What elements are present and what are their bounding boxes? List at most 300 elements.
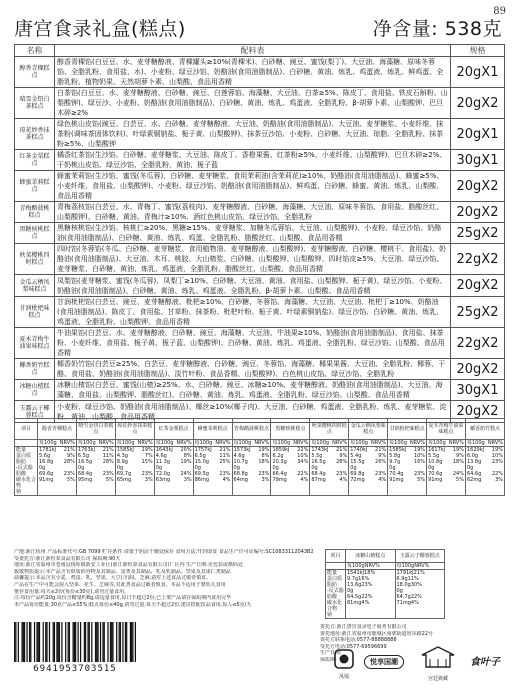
nutrition-values [38, 447, 77, 496]
nutrient-nrv: 21% [63, 447, 75, 453]
nutrient-nrv: 28% [102, 459, 114, 465]
nutrition-product-name: 金瓜云栖凤梨味糕点 [349, 419, 388, 440]
barcode-bar [102, 622, 103, 662]
ingredient-list: 黑糖核桃馅(生沙馅、核桃仁≥20%、黑糖≥15%、麦芽糖浆、加糖冬瓜蓉馅、大豆油、山梨酸钾)、小麦粉、绿豆沙馅、奶酪油(食用油脂制品)、白砂糖、黄油、炼乳、鸡蛋、全脂乳粉、脂酸丝红、山梨酸、食品用香精 [55, 223, 451, 244]
barcode-bar [85, 622, 86, 662]
manufacturer-line: 委托方联系电话:0577-88888888 [320, 637, 397, 643]
nutrient-amount: 10.8g [428, 459, 443, 465]
barcode-bars [14, 622, 136, 662]
barcode-bar [39, 622, 40, 662]
barcode-bar [131, 622, 132, 662]
manufacturer-line: 委托方:浙江唐宫食录电子商务有限公司 [320, 624, 407, 630]
ingredient-row [15, 171, 505, 202]
nutrition-col-header [115, 440, 154, 447]
nutrient-amount: 9.7g [347, 576, 359, 582]
barcode-bar [26, 622, 27, 662]
nutrition-product-name: 醇香青稞糕点 [38, 419, 77, 440]
ingredient-list: 牛油果馅(白芸豆、水、麦芽糖醇液、白砂糖、豌豆、海藻糖、大豆油、牛油果≥10%、奶酪油(食用油脂制品)、食用盐、抹茶粉、小麦纤维、食用盐、栀子黄、栀子蓝、山梨酸钾)、白砂糖、黄油、炼乳、鸡蛋液、全脂乳粉、绿豆沙馅、山梨酸、食品用香精 [55, 328, 451, 359]
nutrient-nrv: 9% [66, 453, 75, 459]
nutrient-label: 能量 [327, 570, 338, 576]
product-name: 青梅酪菠桃糕点 [15, 202, 55, 223]
shiyezi-logo-text: 食叶子 [470, 657, 500, 668]
per100g-header: 每100g [466, 440, 485, 446]
nutrition-values [346, 570, 396, 619]
barcode-bar [34, 622, 35, 662]
nutrient-nrv: 23% [336, 471, 348, 477]
nutrient-nrv: 15% [141, 459, 153, 465]
nutrient-label: -反式脂肪酸 [16, 465, 33, 477]
nrv-header: NRV% [254, 440, 270, 446]
nutrient-amount: 0g [311, 465, 318, 471]
ingredient-list: 椰香奶竹馅(白芸豆≥25%、白芸豆、麦芽糖醇液、白砂糖、豌豆、冬蓉馅、海藻糖、椰果果酱、大豆油、全脂乳粉、椰蓉、干酪、食用盐、奶酪油(食用油脂制品)、淡竹叶粉、食品香精、山梨酸钾)、白色桃山皮馅、绿豆沙馅、全脂乳粉 [55, 359, 451, 380]
per100g-header: 每100g [396, 563, 415, 569]
per100g-header: 每100g [233, 440, 252, 446]
ingredient-row [15, 202, 505, 223]
nutrient-amount: 66.4g [272, 471, 287, 477]
product-spec: 22gX2 [451, 328, 505, 359]
manufacturer-line: 保质期: [320, 656, 337, 663]
nutrient-nrv: 7% [144, 453, 153, 459]
product-spec: 20gX2 [451, 202, 505, 223]
barcode-bar [58, 622, 59, 662]
ingredient-list: 小麦粉、绿豆沙馅、奶酪油(食用油脂制品)、椰丝≥10%(椰子肉)、大豆油、白砂糖、鸡蛋液、全脂乳粉、炼乳、麦芽糖浆、淀粉、黄油、山梨酸、食品用香精 [55, 401, 451, 423]
nutrition-header-row [15, 419, 505, 440]
nrv-header: NRV% [364, 563, 380, 569]
manufacturer-line: 委托地址:浙江省温州市鹿城区南郊街道府东路22号 [320, 630, 434, 637]
nutrition-values [465, 447, 504, 496]
nutrient-nrv: 19% [141, 447, 153, 453]
barcode-bar [75, 622, 76, 662]
nutrient-amount: 1585kJ [116, 447, 134, 453]
info-line: 推荐食用量:每天≤2份(每份≤30克),请勿过量食用。 [14, 588, 130, 595]
ingredient-list: 甘润枇杷馅(白芸豆、豌豆、麦芽糖醇液、枇杷≥10%、白砂糖、冬蓉馅、海藻糖、大豆油、大豆油、枇杷丁≥10%、奶酪油(食用油脂制品)、陈皮丁、食用盐、甘草粉、抹茶粉、枇杷叶粉、栀子黄、叶绿素铜钠盐)、绿豆沙馅、白砂糖、黄油、炼乳、鸡蛋液、全脂乳粉、山梨酸钾、食品用香精 [55, 297, 451, 328]
ingredient-row [15, 244, 505, 275]
nutrition-col-header [38, 440, 77, 447]
barcode-bar [97, 622, 98, 662]
nutrition-col-header [349, 440, 388, 447]
nutrition-col-header [232, 440, 271, 447]
nutrient-nrv: 22% [491, 471, 503, 477]
product-spec: 20gX2 [451, 359, 505, 380]
nutrient-amount: 70.6g [428, 471, 443, 477]
nutrient-nrv: 5% [417, 477, 426, 483]
per100g-header: 每100g [194, 440, 213, 446]
per100g-header: 每100g [389, 440, 407, 446]
nrv-header: NRV% [371, 440, 387, 446]
per100g-header: 每100g [116, 440, 135, 446]
barcode-bar [89, 622, 90, 662]
nutrient-amount: 62mg [466, 477, 482, 483]
nutrient-amount: 5.5g [428, 453, 440, 459]
nutrition-col-header [193, 440, 232, 447]
nutrient-nrv: 23% [258, 471, 270, 477]
ingredient-list: 绿色桃山皮馅(豌豆、白芸豆、水、白砂糖、麦芽糖醇液、大豆油、奶酪油(食用油脂制品)、大豆油、麦芽糖浆、小麦纤维、抹茶粉(调味茶固体饮料)、叶绿素铜钠盐、栀子黄、山梨酸钾)、抹茶豆沙馅、小麦粉、白砂糖、大豆油、琼脂、全脂乳粉、抹茶粉≥5%、山梨酸钾 [55, 119, 451, 150]
barcode-bar [59, 622, 60, 662]
nutrient-amount: 1541kJ [347, 570, 365, 576]
brand-logos [330, 645, 505, 687]
nutrient-nrv: 16% [413, 459, 426, 465]
nutrient-amount: 5.5g [311, 453, 323, 459]
ingredient-row [15, 150, 505, 171]
info-line: 本产品每份能量:30克产品≤55%;糕点每份≤40g,请勿过量,每天不超过2份,建议搭配饮品食用,每人≤5克/天 [14, 601, 252, 608]
nutrient-amount: 5.4g [350, 453, 362, 459]
nutrition-values [427, 447, 466, 496]
nrv-header: NRV% [137, 440, 153, 446]
nrv-header: NRV% [215, 440, 231, 446]
nutrition-col-header [271, 440, 310, 447]
ingredient-row [15, 297, 505, 328]
nutrient-amount: 0g [350, 465, 357, 471]
nutrient-label: 碳水化合物 [327, 600, 343, 612]
nutrient-nrv: 5% [66, 477, 75, 483]
net-value: 538克 [444, 18, 502, 40]
product-spec: 20gX2 [451, 88, 505, 119]
product-name: 晴雪金钮白茶糕点 [15, 88, 55, 119]
product-name: 蜂蜜茉莉糕点 [15, 171, 55, 202]
nutrient-amount: 4.3g [116, 453, 128, 459]
barcode-bar [95, 622, 96, 662]
barcode-bar [45, 622, 46, 662]
barcode-bar [112, 622, 113, 662]
nutrient-amount: 18.0g [396, 582, 411, 588]
nutrient-amount: 69.6g [39, 471, 54, 477]
nutrient-nrv: 11% [219, 453, 231, 459]
nutrient-amount: 16.8g [39, 459, 54, 465]
nutrition2-subheader-row [326, 563, 445, 570]
ingredients-header-row [15, 45, 505, 57]
nutrient-nrv: 23% [219, 471, 231, 477]
nutrition-col-header [395, 563, 445, 570]
ingredient-row [15, 380, 505, 401]
product-info-block [14, 549, 314, 608]
nutrient-amount: 15.5g [350, 459, 365, 465]
product-name: 夏木青梅牛油果味糕点 [15, 328, 55, 359]
nutrient-nrv: 19% [491, 447, 503, 453]
barcode-bar [130, 622, 131, 662]
nutrient-amount: 86mg [194, 477, 210, 483]
nutrient-nrv: 28% [336, 459, 348, 465]
nutrition2-item-header: 项目 [326, 550, 346, 563]
nutrition-values [154, 447, 193, 496]
nutrient-amount: 64.6g [466, 471, 482, 477]
nutrient-amount: 91mg [39, 477, 54, 483]
nutrient-nrv: 10% [297, 453, 309, 459]
nutrition-col-header [76, 440, 115, 447]
nutrient-nrv: 23% [491, 459, 503, 465]
barcode-bar [18, 622, 19, 662]
barcode-bar [46, 622, 47, 662]
nutrition-product-name: 夏木青梅牛油果味糕点 [427, 419, 466, 440]
nutrient-amount: 71mg [396, 600, 411, 606]
nutrient-amount: 6.5g [194, 453, 206, 459]
nutrient-nrv: 19% [258, 447, 270, 453]
nutrition2-values-row [326, 570, 445, 619]
nutrient-amount: 11.3g [155, 459, 171, 465]
barcode-bar [54, 622, 55, 662]
ingredient-row [15, 88, 505, 119]
product-name: 甘润枇杷味糕点 [15, 297, 55, 328]
nutrient-nrv: 5% [105, 477, 114, 483]
nutrient-nrv: 23% [361, 582, 373, 588]
nutrition-values [193, 447, 232, 496]
barcode-bar [49, 622, 50, 662]
barcode-bar [56, 622, 57, 662]
nutrient-amount: 0g [155, 465, 163, 471]
nutrient-label: 能量 [16, 447, 27, 453]
info-line: 产品在生产中可能会混入坚果、花生、芝麻等,对此类食品过敏者慎食。本品不适用于婴幼儿食用 [14, 581, 226, 588]
product-spec: 20gX2 [451, 401, 505, 423]
nutrient-nrv: 3% [183, 477, 192, 483]
nutrient-amount: 1757kJ [194, 447, 212, 453]
nutrient-nrv: 4% [361, 600, 370, 606]
nrv-header: NRV% [414, 563, 430, 569]
info-line: 产地:浙江杭州 产品标准代号:GB 7099 贮存条件:请置于阴凉干燥处保存 食用方法:开封即食 食品生产许可证编号:SC10833112043B2 [14, 549, 314, 555]
nutrient-amount: 0g [396, 588, 403, 594]
nutrient-amount: 68.8g [233, 471, 248, 477]
ingredient-list: 四时馅(冬蓉馅(冬瓜、白砂糖、麦芽糖浆、食用植物油、麦芽糖醇液、山梨酸钾)、麦芽糖醇液、白砂糖、樱桃干、食用盐)、奶酪油(食用油脂制品)、大豆油、木耳、桃胶、大山楂浆、白砂糖、山梨酸钾、山梨酸钾、四时馅皮≥5%、大豆油、绿豆沙馅、麦芽糖浆、白砂糖、黄油、炼乳、鸡蛋液、全脂乳粉、脂酸丝红、山梨酸、食品用香精 [55, 244, 451, 275]
nutrient-nrv: 22% [297, 447, 309, 453]
nutrition-row-labels [15, 447, 38, 496]
nutrition-col-header [465, 440, 504, 447]
product-name: 秋菜樱桃四时糕点 [15, 244, 55, 275]
nutrient-amount: 6.9g [396, 576, 408, 582]
nutrient-nrv: 34% [297, 459, 309, 465]
nutrient-label: -反式脂肪酸 [327, 588, 344, 600]
nutrient-nrv: 4% [300, 477, 309, 483]
barcode-bar [96, 622, 97, 662]
col-ingredients-header: 配料表 [55, 45, 451, 57]
nutrition-item-header: 项目 [15, 419, 38, 440]
nutrient-amount: 87mg [311, 477, 326, 483]
info-line: 温馨提示:本品含有小麦、鸡蛋、乳、坚果、大豆(含油)、芝麻,请对上述食品过敏者慎食。 [14, 575, 212, 582]
barcode-bar [84, 622, 85, 662]
nutrient-amount: 0g [116, 465, 124, 471]
nutrient-amount: 1617kJ [428, 447, 446, 453]
product-spec: 30gX1 [451, 380, 505, 401]
nutrient-nrv: 20% [180, 447, 192, 453]
nutrition-values-row [15, 447, 505, 496]
per100g-header: 每100g [39, 440, 57, 446]
nutrient-nrv: 3% [495, 477, 503, 483]
nutrient-amount: 68.4g [311, 471, 326, 477]
nutrient-amount: 64.7g [396, 594, 411, 600]
nutrient-amount: 68.4g [77, 471, 93, 477]
nutrition-values [395, 570, 445, 619]
barcode-bar [73, 622, 74, 662]
ingredient-list: 凤梨馅(麦芽糖浆、蜜饯(冬瓜蓉)、凤梨丁≥10%、白砂糖、大豆油、黄油、食用盐、山梨酸钾、栀子黄)、绿豆沙馅、小麦粉、奶酪油(食用油脂制品)、白砂糖、黄油、炼乳、鸡蛋液、全脂乳粉、β-胡萝卜素、山梨酸、食品用香精 [55, 275, 451, 297]
nrv-header: NRV% [487, 440, 503, 446]
barcode-bar [116, 622, 117, 662]
nrv-header: NRV% [332, 440, 348, 446]
barcode-bar [14, 622, 15, 662]
barcode-bar [125, 622, 126, 662]
net-content [373, 14, 502, 41]
nutrition-table [14, 418, 505, 496]
nutrient-amount: 72mg [350, 477, 365, 483]
nutrient-amount: 95mg [77, 477, 93, 483]
nutrient-amount: 1740kJ [350, 447, 368, 453]
product-spec: 20gX1 [451, 119, 505, 150]
nutrient-amount: 81mg [347, 600, 362, 606]
barcode-bar [65, 622, 66, 662]
nutrition-values [349, 447, 388, 496]
logo-fenghuang [330, 649, 358, 680]
nutrition-values [115, 447, 154, 496]
nutrient-amount: 69.8g [350, 471, 365, 477]
nutrition-product-name: 冰糖山楂糕点 [346, 550, 396, 563]
nutrient-amount: 1643kJ [155, 447, 173, 453]
nutrient-amount: 13.8g [466, 459, 482, 465]
barcode-bar [23, 622, 24, 662]
nutrient-nrv: 19% [180, 459, 192, 465]
nutrient-amount: 79mg [272, 477, 287, 483]
ingredient-row [15, 57, 505, 88]
ingredient-row [15, 359, 505, 380]
manufacturer-line: 生产日期: [320, 650, 342, 656]
nutrient-nrv: 21% [219, 447, 231, 453]
nutrient-nrv: 9% [456, 453, 464, 459]
product-name: 红茶金栗糕点 [15, 150, 55, 171]
nutrient-amount: 63mg [155, 477, 171, 483]
product-spec: 22gX2 [451, 244, 505, 275]
nutrient-nrv: 3% [261, 477, 270, 483]
barcode-bar [21, 622, 22, 662]
nutrient-nrv: 10% [413, 453, 426, 459]
nutrition-col-header [388, 440, 427, 447]
nutrient-label: 脂肪 [16, 459, 27, 465]
per100g-header: 每100g [347, 563, 365, 569]
nutrient-nrv: 24% [452, 471, 464, 477]
logo-label: 宫廷典藏 [427, 676, 448, 682]
barcode-bar [68, 622, 69, 662]
product-name: 黑糖核桃糕点 [15, 223, 55, 244]
product-spec: 20gX2 [451, 171, 505, 202]
product-name: 金瓜云栖凤梨味糕点 [15, 275, 55, 297]
info-line: 地址:浙江省温州市苍南县钱库镇新安工业区(浙江新恒泰食品有限公司)厂区内 生产日期:见包装或喷码处 [14, 562, 243, 569]
nutrient-amount: 70.4g [389, 471, 404, 477]
manufacturer-line: 受托方电话:0577-69596699 [320, 643, 387, 650]
nutrient-nrv: 5% [456, 477, 464, 483]
barcode-bar [36, 622, 37, 662]
nrv-header: NRV% [98, 440, 114, 446]
nutrient-nrv: 21% [336, 447, 348, 453]
nutrient-nrv: 23% [375, 471, 387, 477]
nutrition2-row-labels [326, 570, 346, 619]
product-spec: 30gX1 [451, 150, 505, 171]
barcode-bar [77, 622, 78, 662]
barcode-bar [53, 622, 54, 662]
nutrient-amount: 69.5g [194, 471, 209, 477]
ingredients-table [14, 44, 505, 423]
info-line: 注:每份产品约20g,每份含糖量约8g,请适量食用,每日不超过2份,已上架产品请在保质期内食用完毕 [14, 595, 232, 602]
info-line: 致敏物质提示:本产品含有麸质的谷物及其制品、蛋类及其制品、乳及乳制品、坚果及其果仁类制品 [14, 568, 231, 575]
ingredient-row [15, 223, 505, 244]
nutrient-nrv: 11% [407, 576, 419, 582]
barcode-bar [110, 622, 111, 662]
nutrient-amount: 1585kJ [389, 447, 407, 453]
barcode-bar [61, 622, 62, 662]
product-spec: 25gX2 [451, 223, 505, 244]
ingredient-row [15, 275, 505, 297]
barcode-bar [24, 622, 25, 662]
product-name: 琼花妙香抹茶糕点 [15, 119, 55, 150]
page-number: 89 [493, 6, 506, 17]
ingredient-list: 醇香青稞馅(白豆豆、水、麦芽糖醇液、青稞罐头≥10%(青稞米)、白砂糖、豌豆、蜜饯(梨丁)、大豆油、海藻糖、原味冬蓉馅、全脂乳粉、食用盐、水)、小麦粉、绿豆沙馅、奶酪油(食用油脂制品)、白砂糖、黄油、炼乳、鸡蛋液、炼乳、鲜鸡蛋、全脂乳粉、植物奶果、天然胡萝卜素、山梨酸、食品用香精 [55, 57, 451, 88]
nutrient-nrv: 18% [364, 570, 376, 576]
per100g-header: 每100g [77, 440, 96, 446]
nutrition-values [310, 447, 349, 496]
nutrient-amount: 0g [466, 465, 474, 471]
barcode-bar [119, 622, 120, 662]
nutrient-nrv: 16% [358, 576, 370, 582]
product-title: 唐宫食录礼盒(糕点) [14, 18, 186, 40]
nutrition-values [388, 447, 427, 496]
nutrient-amount: 16.5g [311, 459, 326, 465]
nutrient-nrv: 10% [491, 453, 503, 459]
nutrient-amount: 15.0g [194, 459, 209, 465]
nutrient-amount: 0g [194, 465, 201, 471]
ingredient-list: 白茶馅(白豆豆、水、麦芽糖醇液、白砂糖、豌豆、白莲蓉馅、海藻糖、大豆油、白茶≥5%、陈皮丁、食用盐、铁皮石斛粉、山梨酸钾)、绿豆沙、小麦粉、奶酪油(食用油脂制品)、白砂糖、黄油、炼乳、鸡蛋液、全脂乳粉、β-胡萝卜素、山梨酸钾、巴旦木碎≥2% [55, 88, 451, 119]
nutrient-nrv: 18% [452, 459, 464, 465]
nutrient-nrv: 9% [339, 453, 348, 459]
nutrient-label: 蛋白质 [16, 453, 32, 459]
nutrient-amount: 91mg [389, 477, 404, 483]
nutrient-amount: 1859kJ [272, 447, 290, 453]
product-name: 玉露云子椰蓉糕点 [15, 401, 55, 423]
nutrient-amount: 0g [77, 465, 85, 471]
ingredient-list: 蜂蜜茉莉馅(生沙馅、蜜饯(冬瓜蓉)、白砂糖、麦芽糖浆、食用茉莉油(含茉莉花)≥10%、奶酪油(食用油脂制品)、蜂蜜≥5%、小麦纤维、食用盐、山梨酸钾)、小麦粉、绿豆沙馅、奶酪油(食用油脂制品)、鲜鸡蛋、白砂糖、蜂蜜、黄油、炼乳、山梨酸、食品用香精 [55, 171, 451, 202]
nrv-header: NRV% [409, 440, 426, 446]
nutrient-amount: 1781kJ [39, 447, 57, 453]
nutrient-amount: 0g [272, 465, 279, 471]
nutrient-amount: 0g [233, 465, 240, 471]
product-spec: 25gX2 [451, 297, 505, 328]
nutrient-nrv: 3% [144, 477, 153, 483]
nutrient-amount: 0g [428, 465, 435, 471]
nutrient-nrv: 24% [180, 471, 192, 477]
logo-yuexiang [364, 655, 404, 669]
barcode-bar [15, 622, 16, 662]
barcode-bar [107, 622, 108, 662]
per100g-header: 每100g [155, 440, 174, 446]
barcode-bar [43, 622, 44, 662]
barcode-bar [100, 622, 101, 662]
product-spec: 20gX1 [451, 57, 505, 88]
nutrient-amount: 20.3g [272, 459, 287, 465]
nutrient-nrv: 22% [410, 594, 422, 600]
barcode-bar [38, 622, 39, 662]
ingredient-list: 青梅荔枝馅(白芸豆、水、青梅丁、蜜饯(荔枝肉)、麦芽糖醇液、白砂糖、海藻糖、大豆油、原味冬蓉馅、食用盐、脂酸丝红、山梨酸钾)、白砂糖、黄油、青梅汁≥10%、酒红色桃山皮馅、绿豆沙馅、全脂乳粉 [55, 202, 451, 223]
nutrient-nrv: 23% [63, 471, 75, 477]
barcode-bar [132, 622, 133, 662]
logo-palace [418, 645, 458, 682]
nutrient-amount: 64mg [233, 477, 248, 483]
nutrient-nrv: 19% [413, 447, 426, 453]
nutrient-nrv: 21% [102, 447, 114, 453]
nutrient-nrv: 4% [378, 477, 387, 483]
nutrient-label: 钠 [16, 489, 22, 495]
nutrition-product-name: 蜂蜜茉莉糕点 [193, 419, 232, 440]
nrv-header: NRV% [293, 440, 309, 446]
net-label: 净含量: [372, 18, 439, 40]
per100g-header: 每100g [272, 440, 291, 446]
barcode-bar [80, 622, 81, 662]
barcode-bar [74, 622, 75, 662]
nutrition-product-name: 晴雪金钮白茶糕点 [76, 419, 115, 440]
nutrition-subheader-row [15, 440, 505, 447]
nutrient-label: 蛋白质 [327, 576, 343, 582]
nutrient-nrv: 30% [410, 582, 422, 588]
